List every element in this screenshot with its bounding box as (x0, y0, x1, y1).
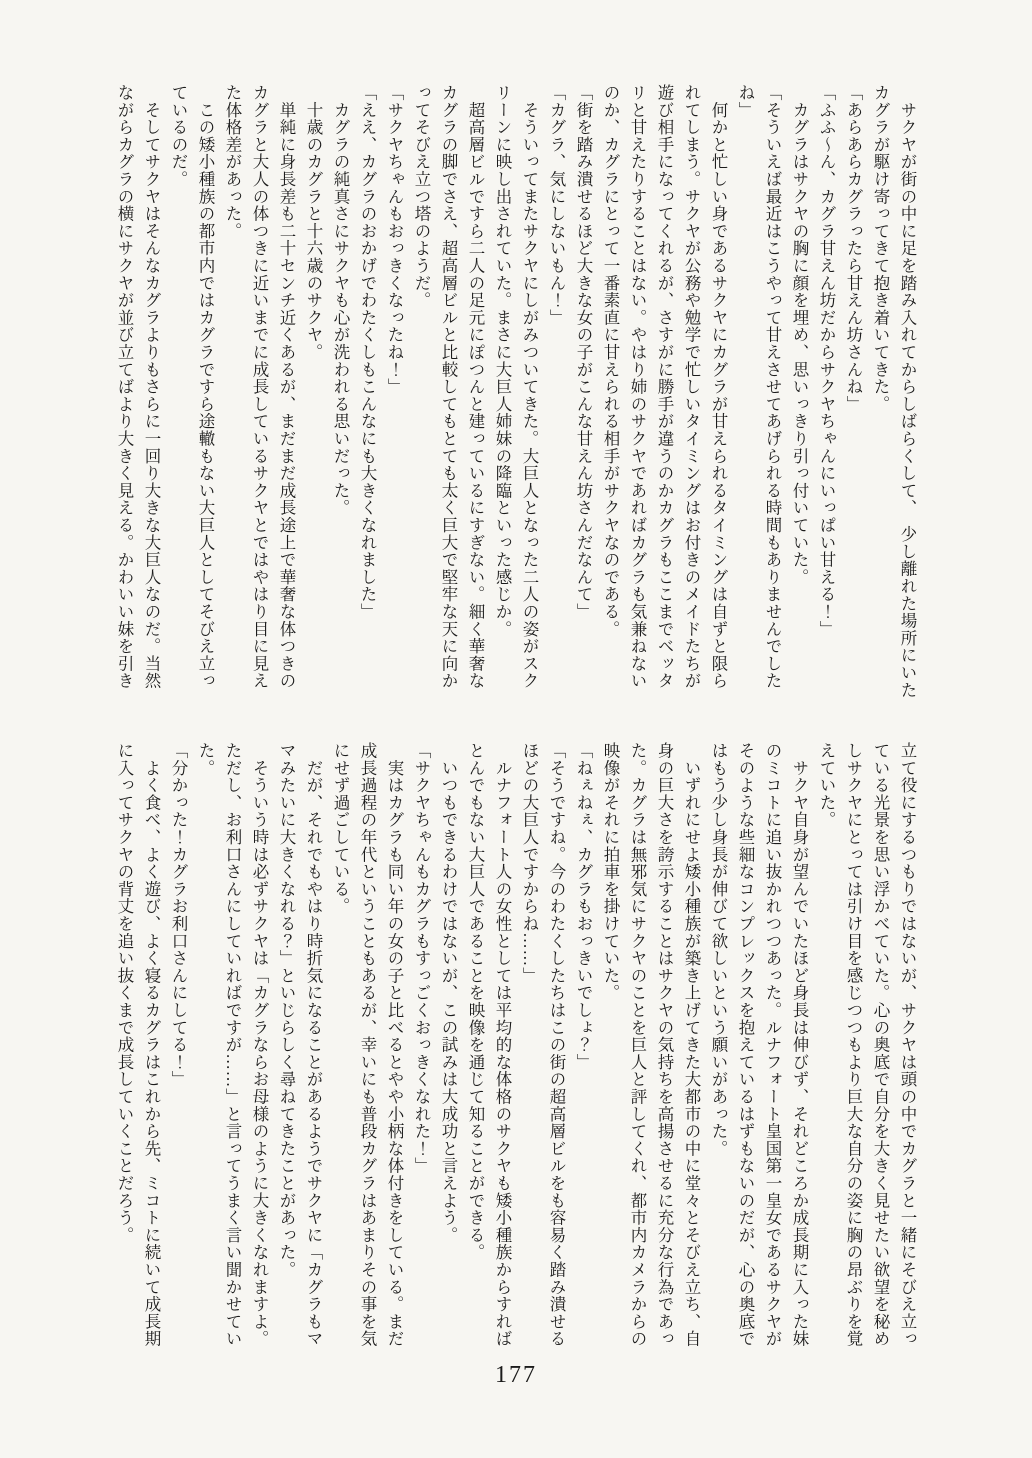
text-line: しサクヤにとっては引け目を感じつつもより巨大な自分の姿に胸の昂ぶりを覚 (844, 742, 863, 1348)
text-line: に入ってサクヤの背丈を追い抜くまで成長していくことだろう。 (115, 742, 134, 1244)
text-line: た体格差があった。 (223, 84, 242, 240)
text-line: そのような些細なコンプレックスを抱えているはずもないのだが、心の奥底で (736, 742, 755, 1348)
text-line: 「そうですね。今のわたくしたちはこの街の超高層ビルをも容易く踏み潰せる (547, 742, 566, 1348)
text-line: とんでもない大巨人であることを映像を通じて知ることができる。 (466, 742, 485, 1261)
text-line: ルナフォート人の女性としては平均的な体格のサクヤも矮小種族からすれば (493, 742, 512, 1348)
text-line: ながらカグラの横にサクヤが並び立てばより大きく見える。かわいい妹を引き (115, 84, 134, 690)
text-line: 何かと忙しい身であるサクヤにカグラが甘えられるタイミングは自ずと限ら (709, 84, 728, 690)
text-line: ただし、お利口さんにしていればですが……」と言ってうまく言い聞かせてい (223, 742, 242, 1348)
text-line: にせず過ごしている。 (331, 742, 350, 915)
text-line: ている光景を思い浮かべていた。心の奥底で自分を大きく見せたい欲望を秘め (871, 742, 890, 1348)
text-line: カグラが駆け寄ってきて抱き着いてきた。 (871, 84, 890, 413)
text-line: そしてサクヤはそんなカグラよりもさらに一回り大きな大巨人なのだ。当然 (142, 84, 161, 690)
text-line: カグラの脚でさえ、超高層ビルと比較してもとても太く巨大で堅牢な天に向か (439, 84, 458, 690)
text-line: 「分かった！カグラお利口さんにしてる！」 (169, 742, 188, 1088)
text-line: た。 (196, 742, 215, 777)
text-line: はもう少し身長が伸びて欲しいという願いがあった。 (709, 742, 728, 1158)
text-line: 十歳のカグラと十六歳のサクヤ。 (304, 84, 323, 361)
text-line: 「ふふ〜ん、カグラ甘えん坊だからサクヤちゃんにいっぱい甘える！」 (817, 84, 836, 638)
text-line: れてしまう。サクヤが公務や勉学で忙しいタイミングはお付きのメイドたちが (682, 84, 701, 690)
text-block-top (111, 84, 921, 716)
text-line: だが、それでもやはり時折気になることがあるようでサクヤに「カグラもマ (304, 742, 323, 1348)
text-line: ってそびえ立つ塔のようだ。 (412, 84, 431, 309)
text-line: た。カグラは無邪気にサクヤのことを巨人と評してくれ、都市内カメラからの (628, 742, 647, 1348)
text-line: 遊び相手になってくれるが、さすがに勝手が違うのかカグラもここまでベッタ (655, 84, 674, 690)
text-line: 超高層ビルですら二人の足元にぽつんと建っているにすぎない。細く華奢な (466, 84, 485, 690)
text-line: のミコトに追い抜かれつつあった。ルナフォート皇国第一皇女であるサクヤが (763, 742, 782, 1348)
text-line: 立て役にするつもりではないが、サクヤは頭の中でカグラと一緒にそびえ立っ (898, 742, 917, 1348)
text-line: 「サクヤちゃんもカグラもすっごくおっきくなれた！」 (412, 742, 431, 1175)
text-line: 「そういえば最近はこうやって甘えさせてあげられる時間もありませんでした (763, 84, 782, 690)
text-line: リーンに映し出されていた。まさに大巨人姉妹の降臨といった感じか。 (493, 84, 512, 638)
text-line: 「ええ、カグラのおかげでわたくしもこんなにも大きくなれました」 (358, 84, 377, 621)
text-line: 「街を踏み潰せるほど大きな女の子がこんな甘えん坊さんだなんて」 (574, 84, 593, 621)
text-line: カグラの純真さにサクヤも心が洗われる思いだった。 (331, 84, 350, 517)
text-line: 「ねぇねぇ、カグラもおっきいでしょ？」 (574, 742, 593, 1071)
text-line: 単純に身長差も二十センチ近くあるが、まだまだ成長途上で華奢な体つきの (277, 84, 296, 690)
text-line: カグラはサクヤの胸に顔を埋め、思いっきり引っ付いていた。 (790, 84, 809, 586)
text-line: そういってまたサクヤにしがみついてきた。大巨人となった二人の姿がスク (520, 84, 539, 690)
text-line: えていた。 (817, 742, 836, 829)
text-line: リと甘えたりすることはない。やはり姉のサクヤであればカグラも気兼ねない (628, 84, 647, 690)
text-line: 「サクヤちゃんもおっきくなったね！」 (385, 84, 404, 396)
text-line: 「あらあらカグラったら甘えん坊さんね」 (844, 84, 863, 413)
text-line: サクヤが街の中に足を踏み入れてからしばらくして、 少し離れた場所にいた (898, 84, 917, 699)
text-line: そういう時は必ずサクヤは「カグラならお母様のように大きくなれますよ。 (250, 742, 269, 1348)
text-line: マみたいに大きくなれる？」といじらしく尋ねてきたことがあった。 (277, 742, 296, 1279)
text-line: サクヤ自身が望んでいたほど身長は伸びず、それどころか成長期に入った妹 (790, 742, 809, 1348)
text-line: ね」 (736, 84, 755, 119)
text-line: 成長過程の年代ということもあるが、幸いにも普段カグラはあまりその事を気 (358, 742, 377, 1348)
text-line: ほどの大巨人ですからね……」 (520, 742, 539, 985)
text-line: ているのだ。 (169, 84, 188, 188)
text-line: 映像がそれに拍車を掛けていた。 (601, 742, 620, 1002)
text-line: のか、カグラにとって一番素直に甘えられる相手がサクヤなのである。 (601, 84, 620, 638)
text-line: よく食べ、よく遊び、よく寝るカグラはこれから先、ミコトに続いて成長期 (142, 742, 161, 1348)
text-line: 「カグラ、気にしないもん！」 (547, 84, 566, 327)
text-line: いつもできるわけではないが、この試みは大成功と言えよう。 (439, 742, 458, 1244)
text-line: いずれにせよ矮小種族が築き上げてきた大都市の中に堂々とそびえ立ち、自 (682, 742, 701, 1348)
text-block-bottom (111, 742, 921, 1374)
text-line: カグラと大人の体つきに近いまでに成長しているサクヤとではやはり目に見え (250, 84, 269, 690)
page-number: 177 (495, 1362, 537, 1388)
text-line: 身の巨大さを誇示することはサクヤの気持ちを高揚させるに充分な行為であっ (655, 742, 674, 1348)
text-line: この矮小種族の都市内ではカグラですら途轍もない大巨人としてそびえ立っ (196, 84, 215, 690)
text-line: 実はカグラも同い年の女の子と比べるとやや小柄な体付きをしている。まだ (385, 742, 404, 1348)
